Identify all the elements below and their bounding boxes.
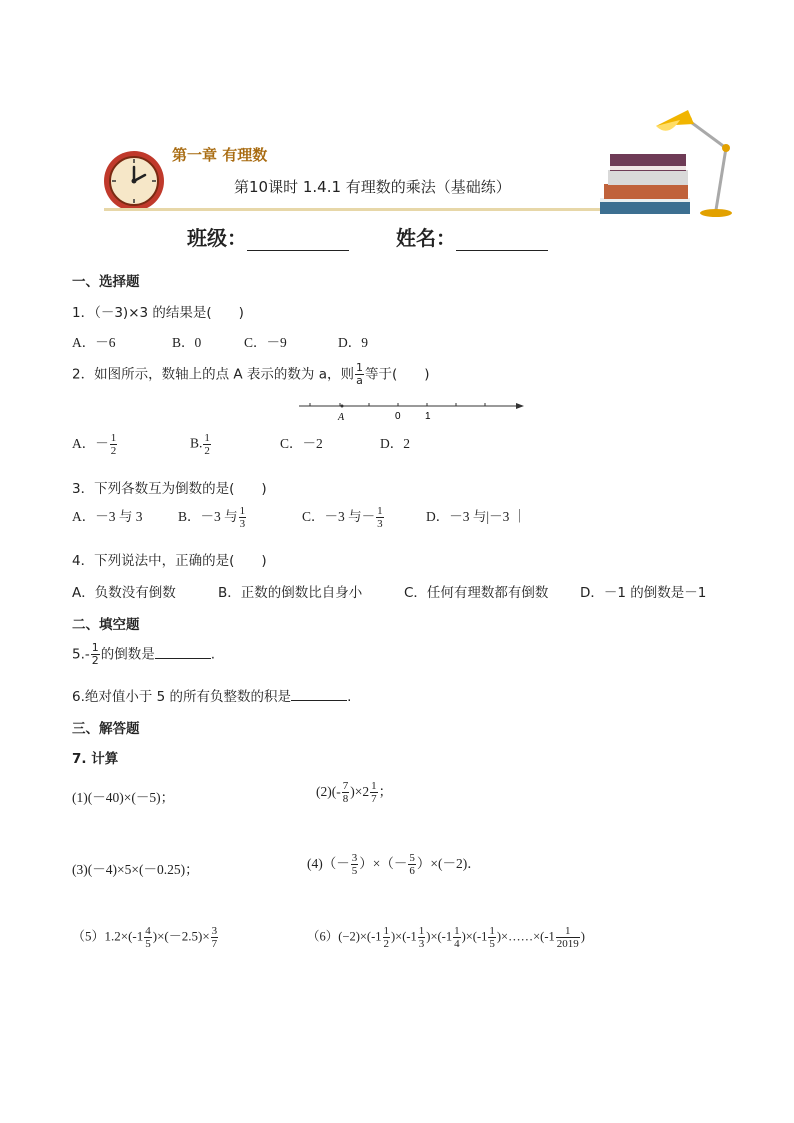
- fraction: [211, 925, 219, 950]
- denominator: 2: [110, 445, 117, 458]
- fraction: [355, 362, 364, 387]
- q5-end: .: [210, 646, 216, 663]
- numerator: 1: [377, 505, 383, 518]
- text: （6）(−2)×(-1: [307, 929, 382, 944]
- zero-label: 0: [395, 411, 401, 422]
- text: )×(-1: [426, 929, 453, 944]
- fraction: [418, 925, 426, 950]
- numerator: 1: [418, 925, 425, 937]
- q2-options: [72, 432, 410, 457]
- text: ）×(－2)．: [416, 856, 481, 871]
- q6-text: 6.绝对值小于 5 的所有负整数的积是: [72, 689, 292, 705]
- text: ）×（－: [359, 856, 408, 871]
- header-rule: [104, 208, 610, 211]
- q4-option-d[interactable]: D．－1 的倒数是－1: [580, 585, 707, 601]
- fraction: [144, 925, 152, 950]
- class-input-line[interactable]: [247, 232, 349, 251]
- denominator: a: [356, 374, 363, 387]
- numerator: 1: [383, 925, 389, 937]
- denominator: 3: [239, 518, 246, 531]
- denominator: 8: [342, 793, 349, 806]
- q5: [72, 642, 215, 667]
- numerator: 1: [489, 925, 495, 937]
- q4-option-b[interactable]: B．正数的倒数比自身小: [218, 585, 363, 601]
- class-label: 班级：: [187, 226, 247, 250]
- q2-option-b[interactable]: [190, 432, 280, 457]
- fraction: [342, 780, 350, 805]
- denominator: 2: [91, 654, 99, 667]
- denominator: 2: [383, 938, 389, 950]
- denominator: 7: [371, 793, 377, 806]
- q7-part-4: [307, 852, 481, 877]
- fraction: [376, 505, 384, 530]
- option-text: B.: [190, 436, 203, 451]
- q5-text: 的倒数是: [100, 646, 155, 663]
- q7-part-2: [316, 780, 392, 805]
- denominator: 3: [418, 938, 425, 950]
- q3-option-b[interactable]: [178, 505, 302, 530]
- denominator: 4: [454, 938, 460, 950]
- q3-option-a[interactable]: A．－3 与 3: [72, 509, 143, 524]
- numerator: 1: [371, 780, 377, 793]
- fraction: [370, 780, 378, 805]
- text: )×(-1: [461, 929, 488, 944]
- q4-option-a[interactable]: A．负数没有倒数: [72, 585, 176, 601]
- q1-option-c[interactable]: C．－9: [244, 335, 287, 350]
- option-text: C．－3 与－: [302, 509, 376, 524]
- numerator: 1: [239, 505, 246, 518]
- text: (4)（－: [307, 856, 350, 871]
- q5-prefix: 5.-: [72, 646, 90, 663]
- numerator: 1: [204, 432, 210, 445]
- q1-option-b[interactable]: B．0: [172, 335, 202, 350]
- denominator: 2: [204, 445, 210, 458]
- text: )×(-1: [391, 929, 417, 944]
- q3-option-d[interactable]: D．－3 与|－3 ｜: [426, 509, 527, 524]
- name-input-line[interactable]: [456, 232, 548, 251]
- denominator: 7: [211, 938, 218, 950]
- chapter-title: 第一章 有理数: [172, 146, 268, 164]
- numerator: 1: [454, 925, 460, 937]
- q2-stem-end: 等于( ): [364, 366, 430, 383]
- q2-option-d[interactable]: D．2: [380, 436, 410, 451]
- text: )×(－2.5)×: [152, 928, 210, 944]
- fraction: [408, 852, 416, 877]
- numerator: 7: [342, 780, 349, 793]
- numerator: 1: [355, 361, 363, 374]
- q4-option-c[interactable]: C．任何有理数都有倒数: [404, 585, 549, 601]
- clock-icon: [100, 148, 170, 214]
- denominator: 3: [377, 518, 383, 531]
- section-title-choice: 一、选择题: [72, 274, 140, 290]
- section-title-answer: 三、解答题: [72, 721, 140, 737]
- q2-stem: [72, 362, 430, 387]
- text: (2)(-: [316, 784, 341, 799]
- text: （5）1.2×(-1: [72, 928, 144, 944]
- fraction: [556, 925, 580, 950]
- class-field: [187, 222, 349, 251]
- text: ): [580, 929, 585, 944]
- text: ；: [378, 784, 393, 799]
- number-line: [296, 400, 528, 424]
- fraction: [110, 432, 118, 457]
- q1-stem: 1．（－3)×3 的结果是( ): [72, 305, 244, 321]
- q3-options: [72, 505, 526, 530]
- fraction: [203, 432, 211, 457]
- q6: [72, 685, 351, 705]
- point-a-label: A: [338, 412, 345, 423]
- option-text: B．－3 与: [178, 509, 238, 524]
- q2-option-a[interactable]: [72, 432, 190, 457]
- q7-part-1: (1)(－40)×(－5)；: [72, 790, 175, 805]
- fraction: [488, 925, 496, 950]
- lesson-title: 第10课时 1.4.1 有理数的乘法（基础练）: [234, 178, 511, 196]
- q7-part-5: [72, 925, 219, 950]
- fraction: [239, 505, 247, 530]
- q6-answer-blank[interactable]: [291, 688, 347, 701]
- numerator: 3: [351, 852, 358, 865]
- q7-title: 7. 计算: [72, 751, 119, 767]
- q2-stem-text: 2．如图所示，数轴上的点 A 表示的数为 a，则: [72, 366, 354, 383]
- name-label: 姓名：: [396, 226, 456, 250]
- option-text: A．－: [72, 436, 109, 451]
- q7-part-3: (3)(－4)×5×(－0.25)；: [72, 862, 199, 877]
- section-title-fill: 二、填空题: [72, 617, 140, 633]
- denominator: 5: [489, 938, 495, 950]
- q6-end: .: [347, 689, 352, 705]
- q3-option-c[interactable]: [302, 505, 426, 530]
- text: )×……×(-1: [496, 929, 555, 944]
- name-field: [396, 222, 548, 251]
- denominator: 2019: [556, 938, 579, 950]
- denominator: 6: [409, 865, 415, 878]
- numerator: 1: [110, 432, 117, 445]
- fraction: [91, 642, 100, 667]
- numerator: 3: [211, 925, 218, 937]
- one-label: 1: [425, 411, 431, 422]
- q3-stem: 3．下列各数互为倒数的是( ): [72, 481, 267, 497]
- q5-answer-blank[interactable]: [155, 646, 211, 659]
- fraction: [351, 852, 359, 877]
- text: )×2: [350, 784, 370, 799]
- q2-option-c[interactable]: C．－2: [280, 436, 323, 451]
- denominator: 5: [351, 865, 358, 878]
- q4-stem: 4．下列说法中，正确的是( ): [72, 553, 267, 569]
- fraction: [383, 925, 391, 950]
- q4-options: [72, 581, 706, 601]
- q1-option-d[interactable]: D．9: [338, 335, 368, 350]
- books-lamp-icon: [598, 98, 748, 220]
- q1-options: [72, 331, 368, 351]
- numerator: 1: [91, 641, 99, 654]
- q1-option-a[interactable]: A．－6: [72, 335, 116, 350]
- numerator: 5: [409, 852, 415, 865]
- q7-part-6: [307, 925, 585, 950]
- numerator: 1: [556, 925, 580, 938]
- numerator: 4: [145, 925, 151, 937]
- fraction: [453, 925, 461, 950]
- denominator: 5: [145, 938, 151, 950]
